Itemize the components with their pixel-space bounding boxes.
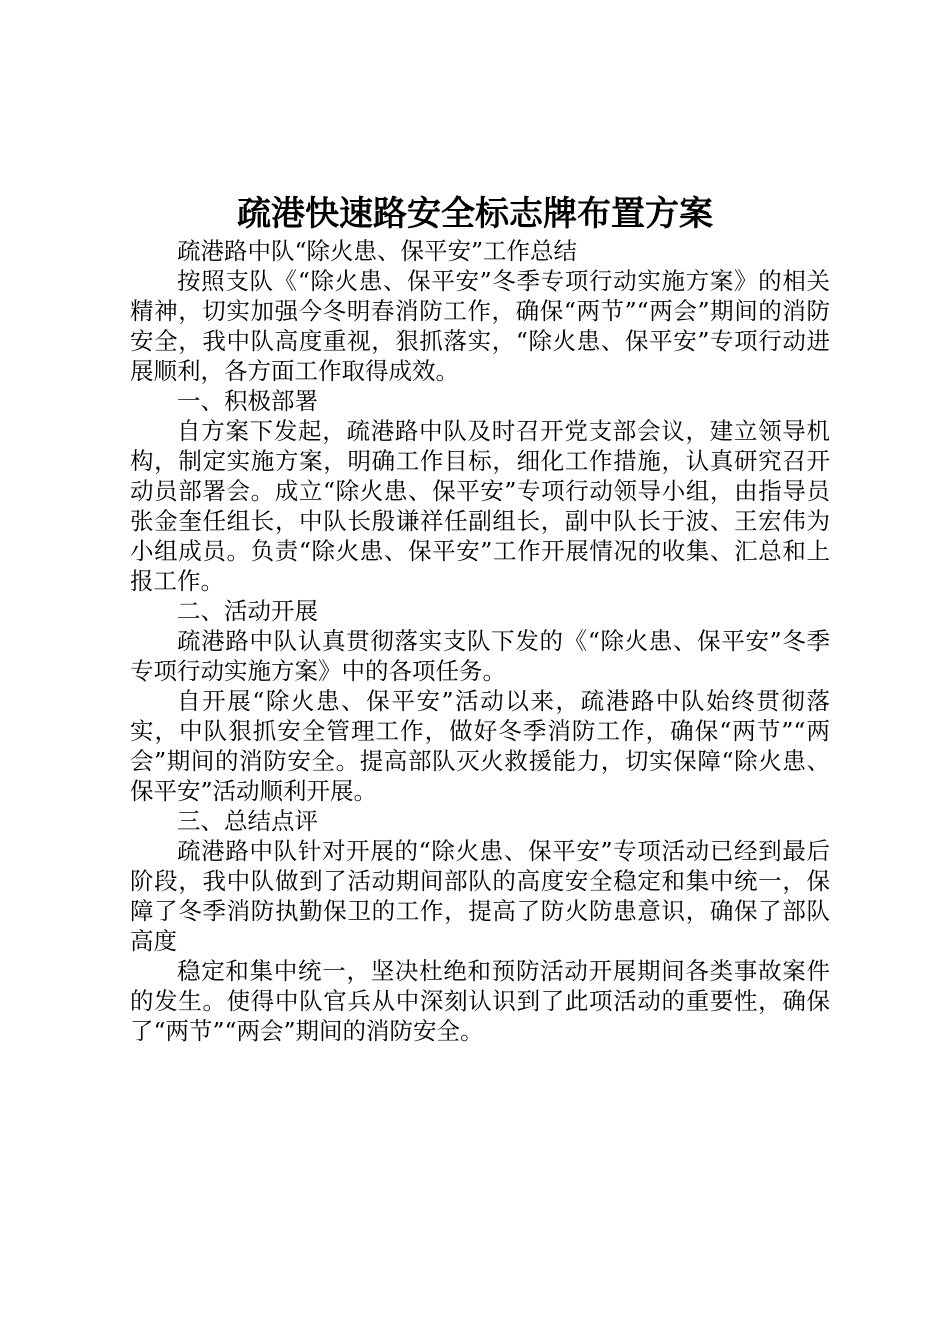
- paragraph-intro: 按照支队《“除火患、保平安”冬季专项行动实施方案》的相关精神，切实加强今冬明春消防工作，确保“两节”“两会”期间的消防安全，我中队高度重视，狠抓落实，“除火患、保平安”专项行动进展顺利，各方面工作取得成效。: [130, 267, 830, 385]
- paragraph-section-1: 自方案下发起，疏港路中队及时召开党支部会议，建立领导机构，制定实施方案，明确工作目标，细化工作措施，认真研究召开动员部署会。成立“除火患、保平安”专项行动领导小组，由指导员张金奎任组长，中队长殷谦祥任副组长，副中队长于波、王宏伟为小组成员。负责“除火患、保平安”工作开展情况的收集、汇总和上报工作。: [130, 417, 830, 595]
- section-heading-2: 二、活动开展: [177, 597, 318, 625]
- paragraph-subtitle: 疏港路中队“除火患、保平安”工作总结: [177, 237, 578, 265]
- paragraph-section-2b: 自开展“除火患、保平安”活动以来，疏港路中队始终贯彻落实，中队狠抓安全管理工作，做好冬季消防工作，确保“两节”“两会”期间的消防安全。提高部队灭火救援能力，切实保障“除火患、保平安”活动顺利开展。: [130, 687, 830, 805]
- document-body: [130, 236, 830, 1046]
- document-title: 疏港快速路安全标志牌布置方案: [237, 194, 713, 234]
- paragraph-section-2a: 疏港路中队认真贯彻落实支队下发的《“除火患、保平安”冬季专项行动实施方案》中的各项任务。: [130, 627, 830, 685]
- section-heading-3: 三、总结点评: [177, 807, 318, 835]
- section-heading-1: 一、积极部署: [177, 387, 318, 415]
- paragraph-section-3b: 稳定和集中统一，坚决杜绝和预防活动开展期间各类事故案件的发生。使得中队官兵从中深刻认识到了此项活动的重要性，确保了“两节”“两会”期间的消防安全。: [130, 957, 830, 1045]
- paragraph-section-3a: 疏港路中队针对开展的“除火患、保平安”专项活动已经到最后阶段，我中队做到了活动期间部队的高度安全稳定和集中统一，保障了冬季消防执勤保卫的工作，提高了防火防患意识，确保了部队高度: [130, 837, 830, 955]
